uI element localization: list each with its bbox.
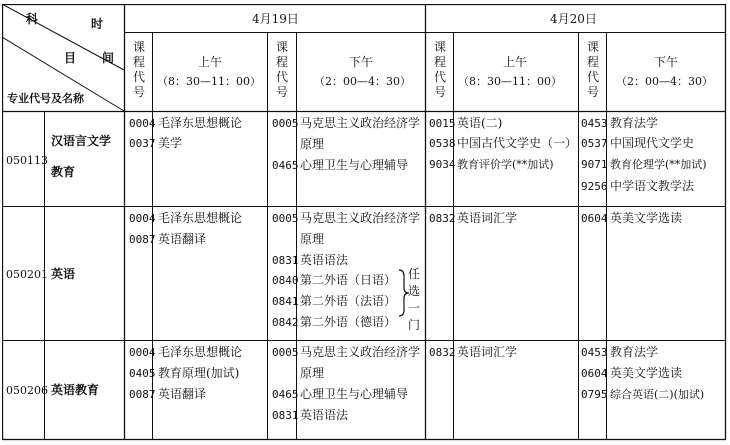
course-name: 教育法学	[610, 116, 659, 130]
course-code: 0004	[129, 117, 156, 130]
period-label-1: 上午	[198, 55, 223, 69]
major-name: 英语教育	[51, 383, 100, 397]
period-time-1: （8：30—11：00）	[157, 75, 261, 88]
course-name: 英语(二)	[457, 116, 503, 130]
period-label-2: 下午	[349, 55, 374, 69]
course-code: 0465	[272, 388, 299, 401]
course-code: 0087	[129, 388, 156, 401]
course-name: 英语语法	[300, 253, 349, 267]
course-code: 0840	[272, 274, 299, 287]
course-name: 英语词汇学	[457, 345, 518, 359]
code-header-2: 课 程 代 号	[275, 40, 288, 99]
corner-label-top: 科	[26, 12, 39, 26]
course-name: 心理卫生与心理辅导	[300, 387, 409, 401]
course-name: 第二外语（法语）	[300, 294, 397, 308]
course-code: 0405	[129, 367, 156, 380]
course-name: 英语词汇学	[457, 211, 518, 225]
course-code: 0841	[272, 295, 299, 308]
elective-note: 任 选 一 门	[407, 267, 420, 332]
code-header-1: 课 程 代 号	[132, 40, 145, 99]
course-code: 0795	[581, 388, 608, 401]
period-time-3: （8：30—11：00）	[458, 75, 562, 88]
course-code: 0832	[429, 346, 456, 359]
major-code: 050201	[6, 268, 48, 281]
corner-label-topright: 时	[91, 17, 104, 31]
course-code: 0831	[272, 409, 299, 422]
course-code: 0087	[129, 233, 156, 246]
course-name: 教育原理(加试)	[158, 366, 240, 380]
course-name: 第二外语（日语）	[300, 273, 397, 287]
course-name: 英语翻译	[158, 387, 207, 401]
course-name: 毛泽东思想概论	[158, 345, 243, 359]
course-code: 0537	[581, 137, 608, 150]
course-code: 0831	[272, 254, 299, 267]
course-name: 原理	[300, 232, 325, 246]
course-name: 英美文学选读	[610, 211, 683, 225]
course-name: 英语翻译	[158, 232, 207, 246]
course-code: 9071	[581, 158, 608, 171]
date-header-2: 4月20日	[550, 12, 597, 26]
course-code: 0453	[581, 346, 608, 359]
course-code: 0037	[129, 137, 156, 150]
course-name: 毛泽东思想概论	[158, 116, 243, 130]
course-code: 0465	[272, 159, 299, 172]
course-name: 马克思主义政治经济学	[300, 345, 421, 359]
course-name: 教育评价学(**加试)	[457, 158, 554, 171]
major-code: 050113	[6, 154, 48, 167]
corner-label-bottom: 专业代号及名称	[7, 92, 84, 105]
course-name: 马克思主义政治经济学	[300, 116, 421, 130]
major-name: 汉语言文学	[51, 134, 112, 148]
course-code: 0004	[129, 346, 156, 359]
course-name: 教育法学	[610, 345, 659, 359]
code-header-3: 课 程 代 号	[433, 40, 446, 99]
course-name: 教育伦理学(**加试)	[610, 158, 707, 171]
period-label-4: 下午	[654, 55, 679, 69]
major-code: 050206	[6, 384, 48, 397]
course-code: 0538	[429, 137, 456, 150]
period-time-2: （2：00—4：30）	[314, 75, 411, 88]
course-code: 9034	[429, 158, 456, 171]
course-code: 0004	[129, 212, 156, 225]
course-name: 美学	[158, 136, 183, 150]
exam-schedule-table	[2, 4, 727, 441]
course-name: 中学语文教学法	[610, 179, 695, 193]
major-name: 教育	[51, 165, 76, 179]
course-name: 原理	[300, 366, 325, 380]
course-name: 中国现代文学史	[610, 136, 695, 150]
period-time-4: （2：00—4：30）	[616, 75, 713, 88]
date-header-1: 4月19日	[252, 12, 299, 26]
course-name: 第二外语（德语）	[300, 315, 397, 329]
course-code: 0015	[429, 117, 456, 130]
course-name: 综合英语(二)(加试)	[610, 388, 705, 401]
course-name: 马克思主义政治经济学	[300, 211, 421, 225]
course-name: 英美文学选读	[610, 366, 683, 380]
major-name: 英语	[51, 267, 76, 281]
course-code: 9256	[581, 180, 608, 193]
course-name: 毛泽东思想概论	[158, 211, 243, 225]
course-name: 中国古代文学史（一）	[457, 136, 578, 150]
period-label-3: 上午	[503, 55, 528, 69]
course-name: 原理	[300, 137, 325, 151]
course-code: 0604	[581, 367, 608, 380]
course-name: 英语语法	[300, 408, 349, 422]
course-code: 0842	[272, 316, 299, 329]
course-code: 0453	[581, 117, 608, 130]
course-code: 0005	[272, 117, 299, 130]
course-code: 0005	[272, 212, 299, 225]
course-name: 心理卫生与心理辅导	[300, 158, 409, 172]
corner-label-midright: 间	[102, 51, 115, 65]
course-code: 0604	[581, 212, 608, 225]
corner-label-mid: 目	[64, 51, 77, 65]
course-code: 0832	[429, 212, 456, 225]
code-header-4: 课 程 代 号	[586, 40, 599, 99]
course-code: 0005	[272, 346, 299, 359]
